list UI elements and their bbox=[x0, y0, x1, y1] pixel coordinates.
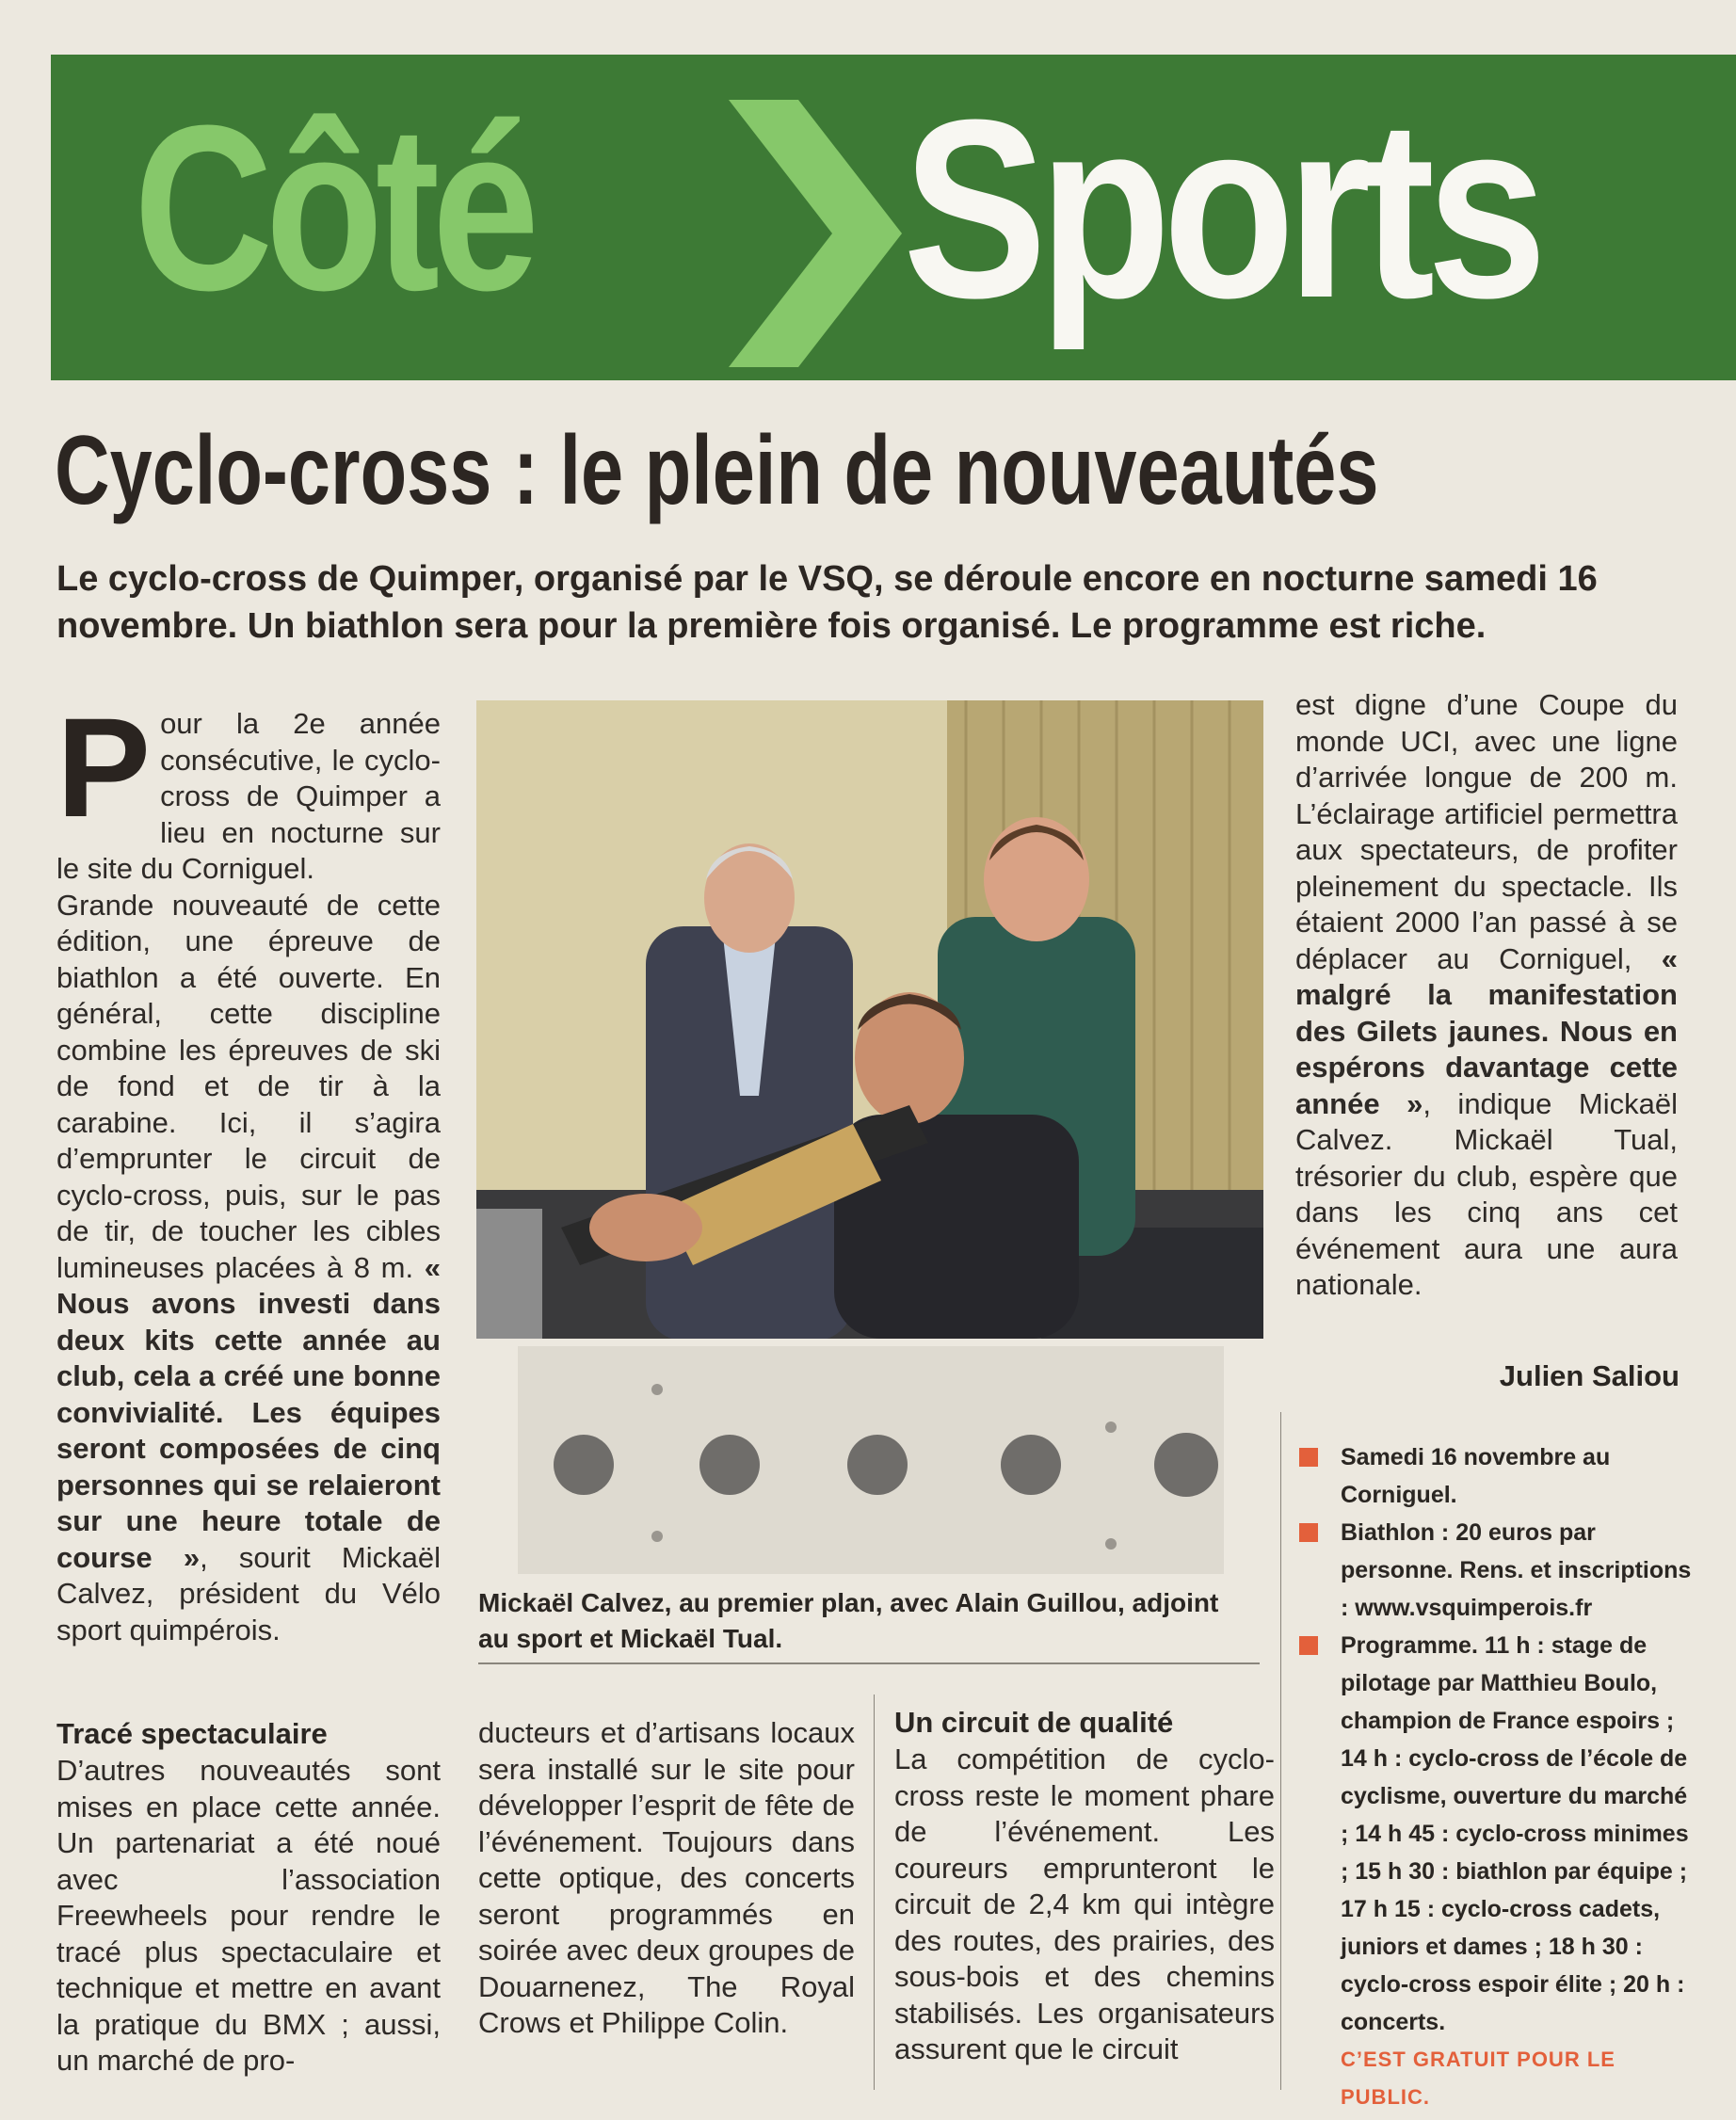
column-1 bbox=[56, 688, 441, 1648]
article-photo bbox=[476, 700, 1263, 1339]
paragraph-biathlon: Grande nouveauté de cette édition, une épreuve de biathlon a été ouverte. En général, cette discipline combine les épreuves de ski de fond et de tir à la carabine. Ici, il s’agira d’emprunter le circuit de cyclo-cross, puis, sur le pas de tir, de toucher les cibles lumineuses placées à 8 m. bbox=[56, 888, 441, 1284]
photo-people-rifle bbox=[476, 700, 1263, 1339]
bullet-square-icon bbox=[1299, 1636, 1318, 1655]
paragraph-closing: , indique Mickaël Calvez. Mickaël Tual, trésorier du club, espère que dans les cinq ans cet événement aura une aura nationale. bbox=[1295, 1086, 1678, 1301]
subheading-circuit: Un circuit de qualité bbox=[894, 1706, 1174, 1739]
paragraph-circuit: La compétition de cyclo-cross reste le moment phare de l’événement. Les coureurs emprunteront le circuit de 2,4 km qui intègre des routes, des prairies, des sous-bois et des chemins stabilisés. Les organisateurs assurent que le circuit bbox=[894, 1743, 1275, 2065]
paragraph-trace: D’autres nouveautés sont mises en place cette année. Un partenariat a été noué avec l’association Freewheels pour rendre le tracé plus spectaculaire et technique et mettre en avant la pratique du BMX ; aussi, un marché de pro- bbox=[56, 1754, 441, 2077]
subheading-trace: Tracé spectaculaire bbox=[56, 1717, 328, 1750]
column-divider bbox=[1280, 1412, 1281, 2090]
author-byline: Julien Saliou bbox=[1499, 1359, 1680, 1392]
column-4 bbox=[894, 1704, 1275, 2068]
article-headline: Cyclo-cross : le plein de nouveautés bbox=[55, 416, 1379, 525]
quote-gilets-jaunes: « malgré la manifestation des Gilets jaunes. Nous en espérons davantage cette année » bbox=[1295, 941, 1678, 1120]
quote-calvez: « Nous avons investi dans deux kits cette année au club, cela a créé une bonne convivialité. Les équipes seront composées de cinq personnes qui se relaieront sur une heure totale de course » bbox=[56, 1250, 441, 1574]
column-divider bbox=[874, 1694, 875, 2090]
bullet-square-icon bbox=[1299, 1523, 1318, 1542]
column-2 bbox=[56, 1715, 441, 2080]
banner-word-cote: Côté bbox=[134, 76, 532, 339]
divider-line bbox=[478, 1662, 1260, 1664]
info-box bbox=[1297, 1438, 1693, 2116]
biathlon-target-plate bbox=[518, 1346, 1224, 1574]
article-lead: Le cyclo-cross de Quimper, organisé par le VSQ, se déroule encore en nocturne samedi 16 novembre. Un biathlon sera pour la première fois organisé. Le programme est riche. bbox=[56, 559, 1598, 646]
column-right bbox=[1295, 687, 1678, 1304]
info-item-date: Samedi 16 novembre au Corniguel. bbox=[1297, 1438, 1693, 1514]
info-item-programme: Programme. 11 h : stage de pilotage par Matthieu Boulo, champion de France espoirs ; 14 h : cyclo-cross de l’école de cyclisme, ouverture du marché ; 14 h 45 : cyclo-cross minimes ; 15 h 30 : biathlon par équipe ; 17 h 15 : cyclo-cross cadets, juniors et dames ; 18 h 30 : cyclo-cross espoir élite ; 20 h : concerts. bbox=[1297, 1627, 1693, 2041]
column-3 bbox=[478, 1715, 855, 2042]
banner-word-sports: Sports bbox=[903, 68, 1539, 351]
bullet-square-icon bbox=[1299, 1448, 1318, 1467]
paragraph-marche: ducteurs et d’artisans locaux sera installé sur le site pour développer l’esprit de fête de l’événement. Toujours dans cette optique, des concerts seront programmés en soirée avec deux groupes de Douarnenez, The Royal Crows et Philippe Colin. bbox=[478, 1716, 855, 2039]
free-entry-note: C’EST GRATUIT POUR LE PUBLIC. bbox=[1341, 2048, 1615, 2109]
target-holes-graphic bbox=[518, 1346, 1224, 1574]
photo-caption: Mickaël Calvez, au premier plan, avec Alain Guillou, adjoint au sport et Mickaël Tual. bbox=[478, 1588, 1219, 1653]
drop-cap: P bbox=[56, 688, 152, 846]
section-banner bbox=[51, 55, 1736, 380]
paragraph-continued: est digne d’une Coupe du monde UCI, avec une ligne d’arrivée longue de 200 m. L’éclairage artificiel permettra aux spectateurs, de profiter pleinement du spectacle. Ils étaient 2000 l’an passé à se déplacer au Corniguel, bbox=[1295, 688, 1678, 975]
paragraph-intro: our la 2e année consécutive, le cyclo-cross de Quimper a lieu en nocturne sur le site du Corniguel. bbox=[56, 707, 441, 885]
info-item-biathlon: Biathlon : 20 euros par personne. Rens. et inscriptions : www.vsquimperois.fr bbox=[1297, 1514, 1693, 1627]
chevron-icon bbox=[721, 92, 909, 375]
quote-attribution: , sourit Mickaël Calvez, président du Vélo sport quimpérois. bbox=[56, 1540, 441, 1646]
